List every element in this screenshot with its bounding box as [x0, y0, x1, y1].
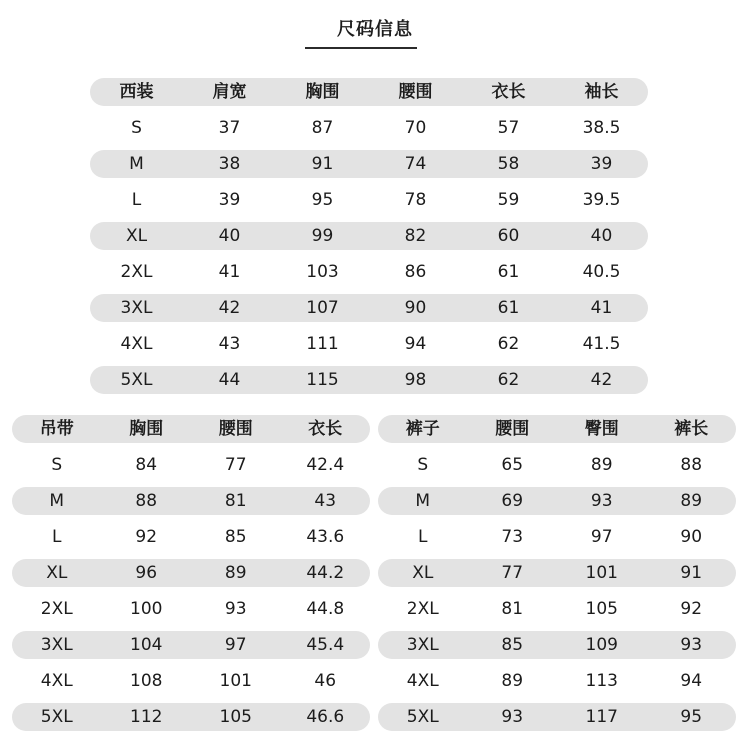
- table-cell: 44.2: [306, 563, 345, 583]
- table-row: [90, 258, 648, 286]
- size-label: S: [417, 455, 429, 475]
- column-header: 裤长: [674, 419, 709, 439]
- pants-size-table: [378, 415, 736, 731]
- table-header-row: [378, 415, 736, 443]
- column-header: 腰围: [218, 419, 253, 439]
- table-row: [12, 667, 370, 695]
- column-header: 腰围: [495, 419, 530, 439]
- table-cell: 89: [224, 563, 247, 583]
- table-cell: 92: [135, 527, 158, 547]
- table-cell: 105: [585, 599, 618, 619]
- table-cell: 69: [501, 491, 524, 511]
- table-cell: 89: [680, 491, 703, 511]
- table-cell: 99: [311, 226, 334, 246]
- table-cell: 37: [218, 118, 241, 138]
- table-row: [378, 487, 736, 515]
- table-cell: 59: [497, 190, 520, 210]
- table-cell: 38: [218, 154, 241, 174]
- table-cell: 88: [135, 491, 158, 511]
- table-cell: 111: [306, 334, 339, 354]
- table-cell: 87: [311, 118, 334, 138]
- size-label: S: [131, 118, 142, 138]
- size-label: 3XL: [120, 298, 153, 318]
- table-row: [90, 186, 648, 214]
- table-row: [90, 366, 648, 394]
- size-label: L: [418, 527, 428, 547]
- table-cell: 100: [130, 599, 163, 619]
- table-row: [12, 595, 370, 623]
- table-cell: 61: [497, 262, 520, 282]
- table-row: [378, 631, 736, 659]
- table-row: [12, 451, 370, 479]
- table-cell: 62: [497, 334, 520, 354]
- table-cell: 94: [404, 334, 427, 354]
- table-row: [378, 667, 736, 695]
- table-cell: 74: [404, 154, 427, 174]
- table-cell: 46: [314, 671, 337, 691]
- table-cell: 101: [585, 563, 618, 583]
- table-cell: 85: [224, 527, 247, 547]
- table-cell: 81: [224, 491, 247, 511]
- table-row: [12, 631, 370, 659]
- table-cell: 104: [130, 635, 163, 655]
- table-cell: 88: [680, 455, 703, 475]
- column-header: 胸围: [305, 82, 340, 102]
- column-header: 胸围: [129, 419, 164, 439]
- size-label: M: [129, 154, 144, 174]
- table-row: [12, 703, 370, 731]
- size-label: XL: [125, 226, 148, 246]
- table-cell: 81: [501, 599, 524, 619]
- table-cell: 57: [497, 118, 520, 138]
- column-header: 臀围: [584, 419, 619, 439]
- table-cell: 95: [311, 190, 334, 210]
- table-cell: 42: [218, 298, 241, 318]
- size-label: L: [52, 527, 62, 547]
- table-cell: 93: [680, 635, 703, 655]
- table-cell: 39.5: [582, 190, 621, 210]
- size-label: L: [131, 190, 142, 210]
- table-cell: 40: [218, 226, 241, 246]
- table-cell: 39: [218, 190, 241, 210]
- table-cell: 43: [218, 334, 241, 354]
- table-row: [378, 523, 736, 551]
- size-label: 5XL: [40, 707, 73, 727]
- size-label: 2XL: [406, 599, 439, 619]
- table-row: [90, 294, 648, 322]
- table-cell: 40.5: [582, 262, 621, 282]
- table-cell: 41: [218, 262, 241, 282]
- table-cell: 65: [501, 455, 524, 475]
- table-row: [12, 487, 370, 515]
- size-label: 2XL: [120, 262, 153, 282]
- size-label: 3XL: [406, 635, 439, 655]
- size-label: 4XL: [406, 671, 439, 691]
- table-cell: 62: [497, 370, 520, 390]
- size-label: 4XL: [40, 671, 73, 691]
- table-cell: 109: [585, 635, 618, 655]
- table-cell: 38.5: [582, 118, 621, 138]
- table-cell: 43.6: [306, 527, 345, 547]
- table-cell: 39: [590, 154, 613, 174]
- table-cell: 93: [590, 491, 613, 511]
- table-cell: 105: [219, 707, 252, 727]
- page-title: 尺码信息: [337, 19, 413, 40]
- table-cell: 82: [404, 226, 427, 246]
- table-cell: 94: [680, 671, 703, 691]
- table-cell: 89: [501, 671, 524, 691]
- table-cell: 93: [224, 599, 247, 619]
- table-cell: 103: [306, 262, 339, 282]
- table-cell: 115: [306, 370, 339, 390]
- column-header: 吊带: [39, 419, 74, 439]
- table-row: [90, 150, 648, 178]
- column-header: 肩宽: [212, 82, 247, 102]
- table-row: [90, 114, 648, 142]
- table-cell: 44.8: [306, 599, 345, 619]
- table-row: [378, 559, 736, 587]
- size-label: M: [415, 491, 431, 511]
- table-cell: 41.5: [582, 334, 621, 354]
- table-cell: 42: [590, 370, 613, 390]
- size-label: XL: [46, 563, 68, 583]
- table-cell: 41: [590, 298, 613, 318]
- size-label: XL: [412, 563, 434, 583]
- table-row: [12, 523, 370, 551]
- column-header: 衣长: [308, 419, 343, 439]
- table-cell: 89: [590, 455, 613, 475]
- table-cell: 92: [680, 599, 703, 619]
- column-header: 衣长: [491, 82, 526, 102]
- table-row: [12, 559, 370, 587]
- table-cell: 97: [590, 527, 613, 547]
- table-cell: 90: [680, 527, 703, 547]
- table-cell: 96: [135, 563, 158, 583]
- size-label: 4XL: [120, 334, 153, 354]
- column-header: 裤子: [405, 419, 440, 439]
- table-cell: 90: [404, 298, 427, 318]
- table-cell: 113: [585, 671, 618, 691]
- size-label: M: [49, 491, 65, 511]
- table-cell: 60: [497, 226, 520, 246]
- table-cell: 44: [218, 370, 241, 390]
- table-cell: 84: [135, 455, 158, 475]
- table-header-row: [12, 415, 370, 443]
- table-cell: 58: [497, 154, 520, 174]
- table-cell: 93: [501, 707, 524, 727]
- table-cell: 108: [130, 671, 163, 691]
- table-cell: 45.4: [306, 635, 345, 655]
- size-label: S: [51, 455, 63, 475]
- size-label: 5XL: [406, 707, 439, 727]
- table-header-row: [90, 78, 648, 106]
- table-cell: 46.6: [306, 707, 345, 727]
- table-cell: 43: [314, 491, 337, 511]
- table-cell: 77: [224, 455, 247, 475]
- table-cell: 85: [501, 635, 524, 655]
- table-cell: 70: [404, 118, 427, 138]
- table-cell: 117: [585, 707, 618, 727]
- table-row: [90, 330, 648, 358]
- table-cell: 73: [501, 527, 524, 547]
- size-label: 2XL: [40, 599, 73, 619]
- table-row: [378, 703, 736, 731]
- table-cell: 98: [404, 370, 427, 390]
- column-header: 袖长: [584, 82, 619, 102]
- table-cell: 91: [680, 563, 703, 583]
- size-label: 3XL: [40, 635, 73, 655]
- table-cell: 78: [404, 190, 427, 210]
- table-cell: 101: [219, 671, 252, 691]
- table-cell: 97: [224, 635, 247, 655]
- table-cell: 107: [306, 298, 339, 318]
- table-row: [378, 595, 736, 623]
- table-cell: 91: [311, 154, 334, 174]
- table-cell: 95: [680, 707, 703, 727]
- table-cell: 77: [501, 563, 524, 583]
- camisole-size-table: [12, 415, 370, 731]
- suit-size-table: [90, 78, 648, 394]
- table-cell: 40: [590, 226, 613, 246]
- title-underline: [305, 47, 417, 49]
- column-header: 西装: [119, 82, 154, 102]
- size-label: 5XL: [120, 370, 153, 390]
- table-row: [378, 451, 736, 479]
- table-row: [90, 222, 648, 250]
- table-cell: 112: [130, 707, 163, 727]
- column-header: 腰围: [398, 82, 433, 102]
- table-cell: 61: [497, 298, 520, 318]
- table-cell: 86: [404, 262, 427, 282]
- table-cell: 42.4: [306, 455, 345, 475]
